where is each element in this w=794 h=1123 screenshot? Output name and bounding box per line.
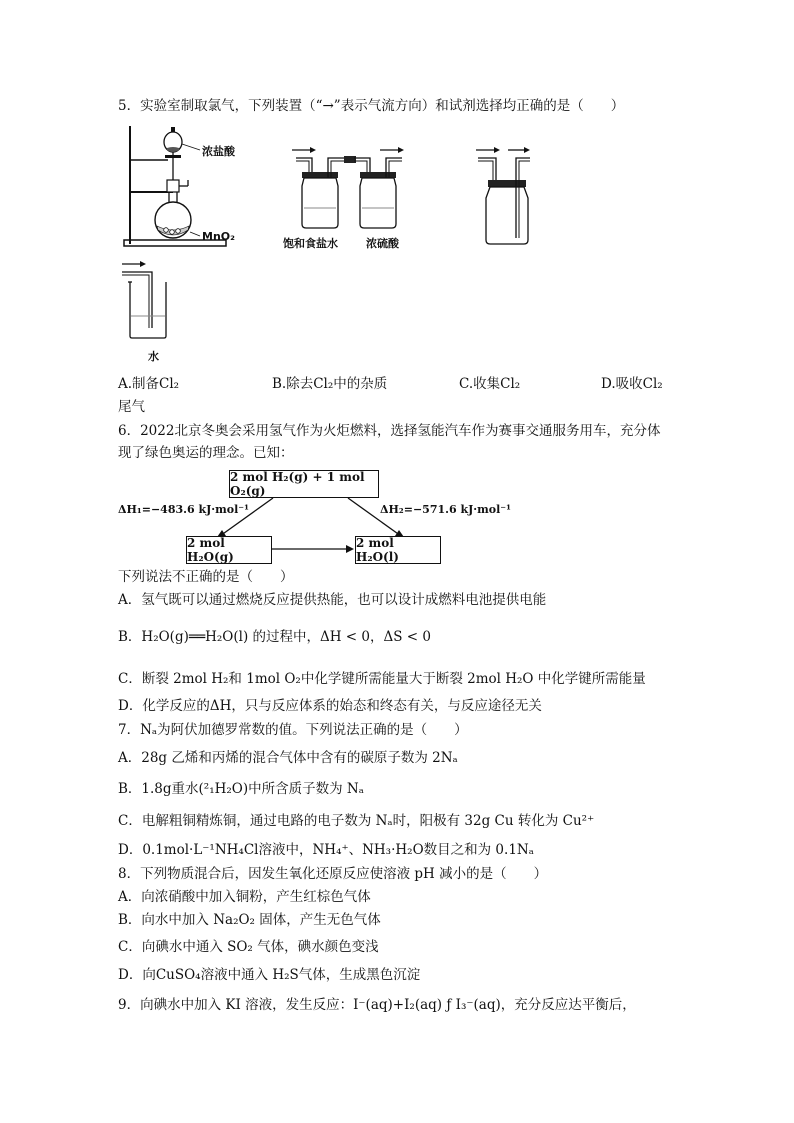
- water-gas-box: 2 mol H₂O(g): [186, 536, 272, 564]
- apparatus-beaker-illustration: [118, 258, 178, 343]
- q6-option-a: A．氢气既可以通过燃烧反应提供热能，也可以设计成燃料电池提供电能: [118, 592, 547, 608]
- delta-h1-label: ΔH₁=−483.6 kJ·mol⁻¹: [118, 503, 249, 516]
- apparatus-collection-bottle-illustration: [474, 140, 544, 250]
- q5-option-a: A.制备Cl₂: [118, 376, 180, 392]
- mno2-label: MnO₂: [202, 230, 235, 243]
- q6-option-b: B．H₂O(g)══H₂O(l) 的过程中，ΔH < 0，ΔS < 0: [118, 629, 431, 645]
- apparatus-generator-illustration: [118, 122, 268, 252]
- delta-h2-label: ΔH₂=−571.6 kJ·mol⁻¹: [380, 503, 511, 516]
- water-liquid-box: 2 mol H₂O(l): [355, 536, 441, 564]
- q7-option-d: D．0.1mol·L⁻¹NH₄Cl溶液中，NH₄⁺、NH₃·H₂O数目之和为 0.1Nₐ: [118, 842, 534, 858]
- q8-option-c: C．向碘水中通入 SO₂ 气体，碘水颜色变浅: [118, 939, 379, 955]
- water-label: 水: [148, 350, 159, 363]
- q8-option-b: B．向水中加入 Na₂O₂ 固体，产生无色气体: [118, 912, 381, 928]
- reactants-box: 2 mol H₂(g) + 1 mol O₂(g): [229, 470, 379, 498]
- sulfuric-acid-label: 浓硫酸: [366, 237, 399, 250]
- q5-option-b: B.除去Cl₂中的杂质: [272, 376, 388, 392]
- q8-option-d: D．向CuSO₄溶液中通入 H₂S气体，生成黑色沉淀: [118, 967, 421, 983]
- q6-stem-line-1: 6．2022北京冬奥会采用氢气作为火炬燃料，选择氢能汽车作为赛事交通服务用车，充分体: [118, 423, 661, 439]
- q6-stem-line-2: 现了绿色奥运的理念。已知：: [118, 445, 294, 461]
- q7-option-b: B．1.8g重水(²₁H₂O)中所含质子数为 Nₐ: [118, 781, 364, 797]
- q6-option-c: C．断裂 2mol H₂和 1mol O₂中化学键所需能量大于断裂 2mol H₂O 中化学键所需能量: [118, 671, 646, 687]
- q5-option-c: C.收集Cl₂: [459, 376, 521, 392]
- apparatus-wash-bottles-illustration: [288, 140, 408, 240]
- q5-option-d-continued: 尾气: [118, 399, 145, 415]
- q5-option-d: D.吸收Cl₂: [601, 376, 663, 392]
- q7-stem: 7．Nₐ为阿伏加德罗常数的值。下列说法正确的是（ ）: [118, 722, 468, 738]
- q6-question: 下列说法不正确的是（ ）: [118, 569, 294, 585]
- hcl-label: 浓盐酸: [202, 145, 235, 158]
- brine-label: 饱和食盐水: [283, 237, 338, 250]
- q8-stem: 8．下列物质混合后，因发生氧化还原反应使溶液 pH 减小的是（ ）: [118, 866, 548, 882]
- q8-option-a: A．向浓硝酸中加入铜粉，产生红棕色气体: [118, 889, 371, 905]
- q7-option-c: C．电解粗铜精炼铜，通过电路的电子数为 Nₐ时，阳极有 32g Cu 转化为 Cu²⁺: [118, 813, 595, 829]
- q5-stem: 5．实验室制取氯气，下列装置（“→”表示气流方向）和试剂选择均正确的是（ ）: [118, 98, 625, 114]
- q7-option-a: A．28g 乙烯和丙烯的混合气体中含有的碳原子数为 2Nₐ: [118, 750, 458, 766]
- q6-option-d: D．化学反应的ΔH，只与反应体系的始态和终态有关，与反应途径无关: [118, 698, 542, 714]
- q9-stem: 9．向碘水中加入 KI 溶液，发生反应：I⁻(aq)+I₂(aq) ƒ I₃⁻(aq)，充分反应达平衡后，: [118, 997, 636, 1013]
